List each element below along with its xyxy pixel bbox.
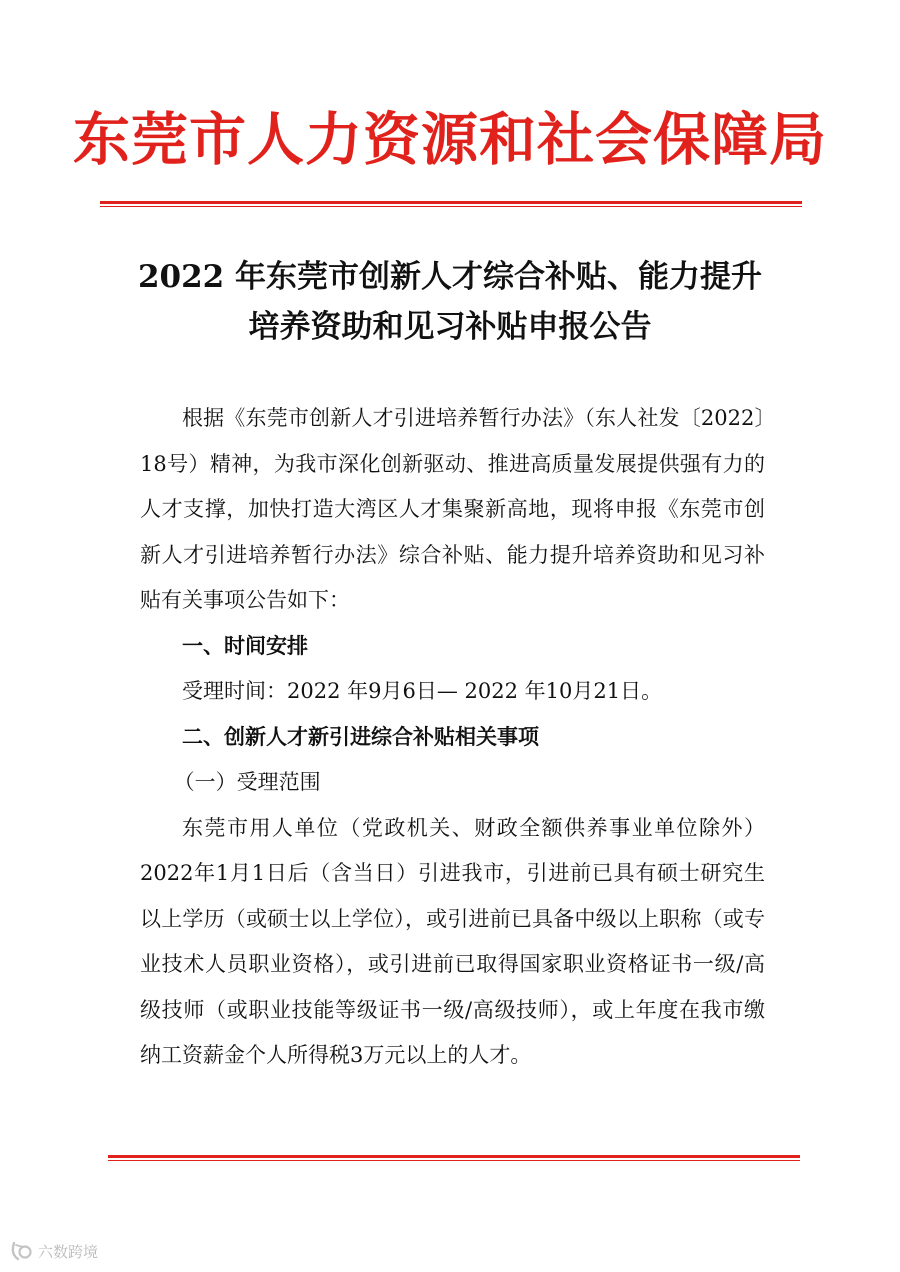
agency-masthead: 东莞市人力资源和社会保障局 [73,107,827,173]
watermark-logo-icon [10,1239,34,1263]
intro-paragraph: 根据《东莞市创新人才引进培养暂行办法》（东人社发〔2022〕18号）精神，为我市深化创新驱动、推进高质量发展提供强有力的人才支撑，加快打造大湾区人才集聚新高地，现将申报《东莞市创新人才引进培养暂行办法》综合补贴、能力提升培养资助和见习补贴有关事项公告如下： [140,406,765,612]
section-2-heading: 二、创新人才新引进综合补贴相关事项 [182,724,539,749]
section-2-text: 东莞市用人单位（党政机关、财政全额供养事业单位除外）2022年1月1日后（含当日）引进我市，引进前已具有硕士研究生以上学历（或硕士以上学位），或引进前已具备中级以上职称（或专业技术人员职业资格），或引进前已取得国家职业资格证书一级/高级技师（或职业技能等级证书一级/高级技师），或上年度在我市缴纳工资薪金个人所得税3万元以上的人才。 [140,815,765,1067]
section-1-text: 受理时间：2022 年9月6日— 2022 年10月21日。 [182,679,663,703]
rule-thick-line [100,201,802,204]
rule-thick-line [108,1155,800,1158]
document-title [90,252,810,352]
title-line-1: 2022 年东莞市创新人才综合补贴、能力提升 [137,259,763,295]
rule-thin-line [100,206,802,207]
section-1-heading: 一、时间安排 [182,633,308,658]
masthead-rule [100,201,802,207]
watermark-text: 六数跨境 [38,1242,99,1261]
section-2-subheading: （一）受理范围 [173,770,321,794]
footer-rule [108,1155,800,1161]
title-line-2: 培养资助和见习补贴申报公告 [248,309,652,345]
rule-thin-line [108,1160,800,1161]
document-body [140,396,765,1079]
watermark [10,1238,98,1264]
